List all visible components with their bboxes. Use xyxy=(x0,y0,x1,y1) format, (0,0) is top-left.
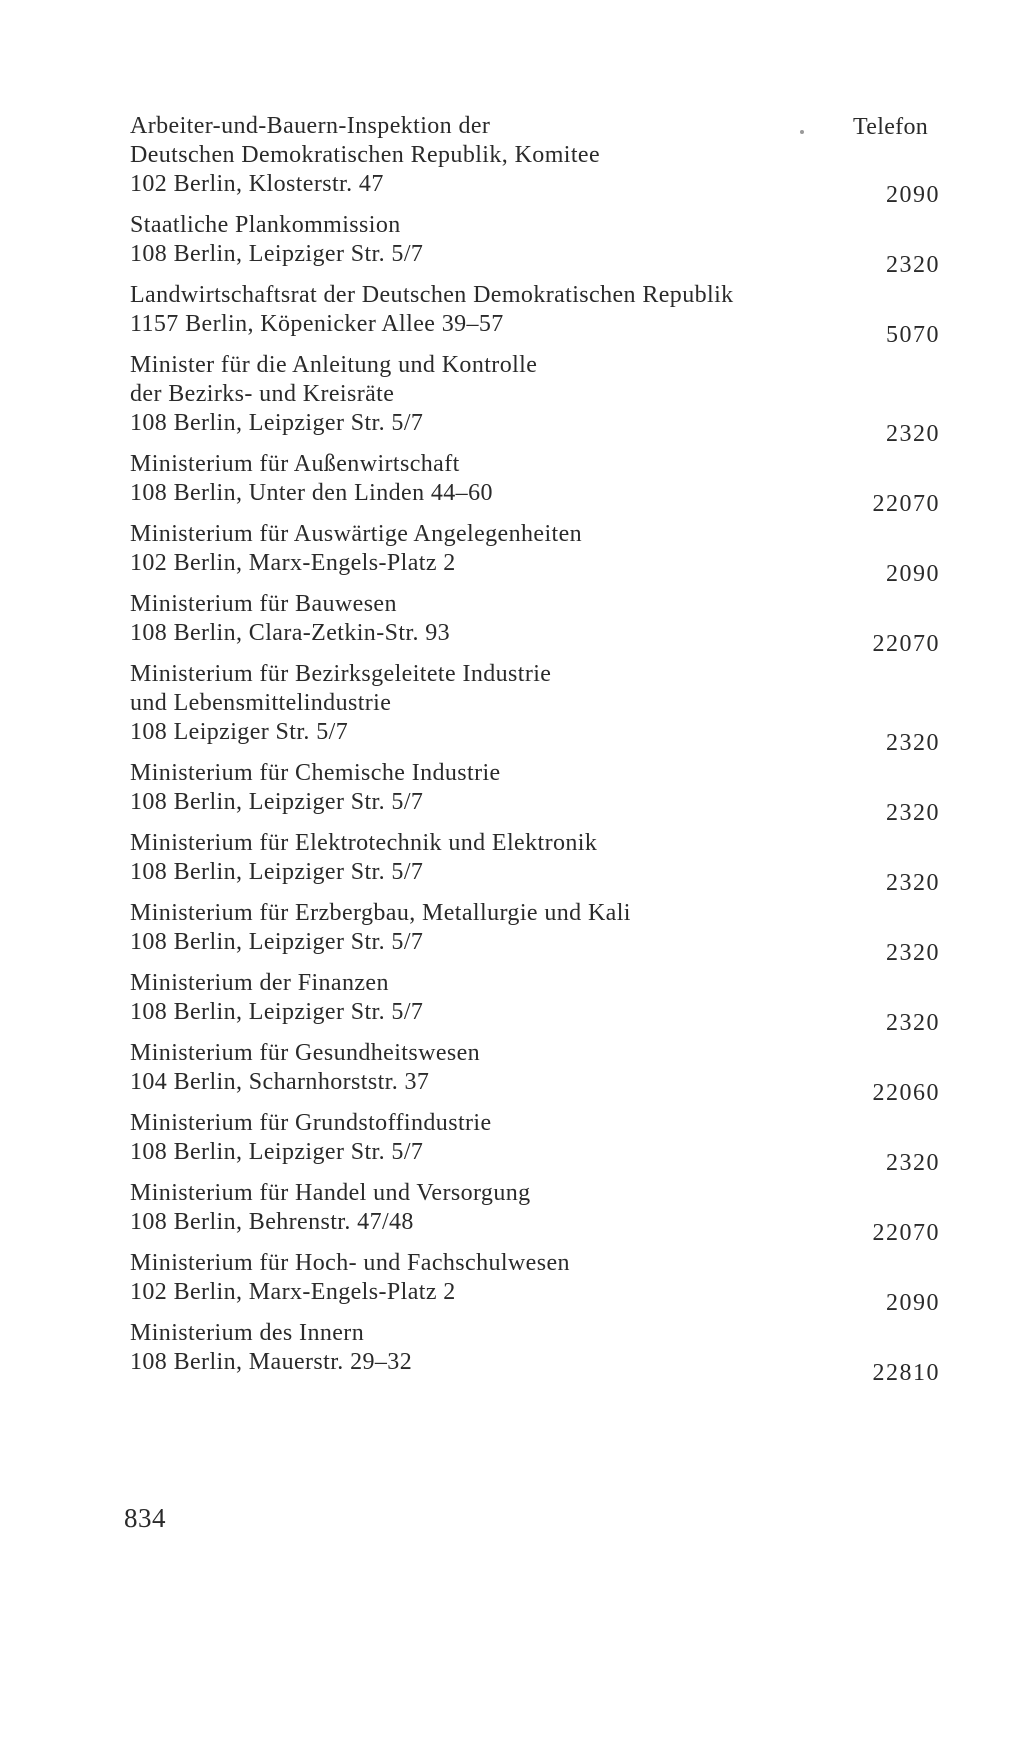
entry-address: 108 Berlin, Unter den Linden 44–60 xyxy=(130,480,493,506)
entry-phone: 5070 xyxy=(886,322,940,348)
print-speck xyxy=(800,130,804,134)
entry-phone: 2320 xyxy=(886,940,940,966)
directory-entry xyxy=(130,899,940,966)
directory-entry xyxy=(130,1319,940,1386)
entry-name-line: Ministerium für Gesundheitswesen xyxy=(130,1040,481,1066)
entry-address: 108 Berlin, Leipziger Str. 5/7 xyxy=(130,241,424,267)
entry-phone: 2090 xyxy=(886,561,940,587)
entry-address: 108 Berlin, Leipziger Str. 5/7 xyxy=(130,929,424,955)
entry-name-line: Arbeiter-und-Bauern-Inspektion der xyxy=(130,113,491,139)
entry-name-line: Ministerium für Elektrotechnik und Elektronik xyxy=(130,830,598,856)
directory-entry xyxy=(130,450,940,517)
entry-address: 104 Berlin, Scharnhorststr. 37 xyxy=(130,1069,430,1095)
directory-entry xyxy=(130,759,940,826)
directory-entry xyxy=(130,351,940,447)
entry-name-line: und Lebensmittelindustrie xyxy=(130,690,392,716)
entry-name-line: Deutschen Demokratischen Republik, Komitee xyxy=(130,142,601,168)
page-number: 834 xyxy=(124,1503,166,1533)
directory-entry xyxy=(130,1109,940,1176)
entry-address: 108 Berlin, Leipziger Str. 5/7 xyxy=(130,859,424,885)
entry-name-line: Ministerium der Finanzen xyxy=(130,970,389,996)
entry-phone: 22810 xyxy=(872,1360,940,1386)
entry-address: 1157 Berlin, Köpenicker Allee 39–57 xyxy=(130,311,504,337)
entry-address: 102 Berlin, Klosterstr. 47 xyxy=(130,171,384,197)
entry-name-line: Ministerium für Handel und Versorgung xyxy=(130,1180,531,1206)
entry-address: 102 Berlin, Marx-Engels-Platz 2 xyxy=(130,550,456,576)
entry-name-line: Ministerium für Auswärtige Angelegenheiten xyxy=(130,521,583,547)
entry-name-line: Ministerium für Außenwirtschaft xyxy=(130,451,460,477)
entry-address: 108 Berlin, Clara-Zetkin-Str. 93 xyxy=(130,620,451,646)
directory-entry xyxy=(130,1179,940,1246)
telefon-column-header: Telefon xyxy=(853,114,929,140)
entry-phone: 2320 xyxy=(886,1150,940,1176)
entry-name-line: Landwirtschaftsrat der Deutschen Demokratischen Republik xyxy=(130,282,734,308)
entry-address: 108 Berlin, Leipziger Str. 5/7 xyxy=(130,1139,424,1165)
entry-address: 108 Leipziger Str. 5/7 xyxy=(130,719,349,745)
entry-address: 102 Berlin, Marx-Engels-Platz 2 xyxy=(130,1279,456,1305)
entry-phone: 2320 xyxy=(886,800,940,826)
entry-address: 108 Berlin, Behrenstr. 47/48 xyxy=(130,1209,414,1235)
entry-phone: 22070 xyxy=(872,631,940,657)
entry-address: 108 Berlin, Leipziger Str. 5/7 xyxy=(130,999,424,1025)
entry-address: 108 Berlin, Mauerstr. 29–32 xyxy=(130,1349,413,1375)
entry-phone: 22070 xyxy=(872,1220,940,1246)
entry-name-line: Ministerium für Erzbergbau, Metallurgie und Kali xyxy=(130,900,631,926)
directory-entry xyxy=(130,1039,940,1106)
entry-name-line: Ministerium des Innern xyxy=(130,1320,365,1346)
entry-phone: 22070 xyxy=(872,491,940,517)
entry-address: 108 Berlin, Leipziger Str. 5/7 xyxy=(130,410,424,436)
ministry-directory-list xyxy=(130,112,940,1389)
entry-name-line: Staatliche Plankommission xyxy=(130,212,401,238)
entry-name-line: Ministerium für Bauwesen xyxy=(130,591,397,617)
entry-phone: 2320 xyxy=(886,870,940,896)
entry-name-line: der Bezirks- und Kreisräte xyxy=(130,381,395,407)
directory-entry xyxy=(130,211,940,278)
entry-phone: 2320 xyxy=(886,421,940,447)
directory-entry xyxy=(130,520,940,587)
entry-name-line: Ministerium für Bezirksgeleitete Industrie xyxy=(130,661,552,687)
entry-phone: 2090 xyxy=(886,1290,940,1316)
entry-name-line: Minister für die Anleitung und Kontrolle xyxy=(130,352,538,378)
directory-entry xyxy=(130,281,940,348)
entry-phone: 2320 xyxy=(886,1010,940,1036)
directory-entry xyxy=(130,829,940,896)
entry-name-line: Ministerium für Chemische Industrie xyxy=(130,760,501,786)
directory-entry xyxy=(130,112,940,208)
entry-phone: 2320 xyxy=(886,730,940,756)
directory-entry xyxy=(130,660,940,756)
directory-entry xyxy=(130,590,940,657)
entry-phone: 2320 xyxy=(886,252,940,278)
entry-phone: 2090 xyxy=(886,182,940,208)
directory-entry xyxy=(130,969,940,1036)
entry-address: 108 Berlin, Leipziger Str. 5/7 xyxy=(130,789,424,815)
entry-name-line: Ministerium für Grundstoffindustrie xyxy=(130,1110,492,1136)
entry-name-line: Ministerium für Hoch- und Fachschulwesen xyxy=(130,1250,570,1276)
directory-entry xyxy=(130,1249,940,1316)
entry-phone: 22060 xyxy=(872,1080,940,1106)
